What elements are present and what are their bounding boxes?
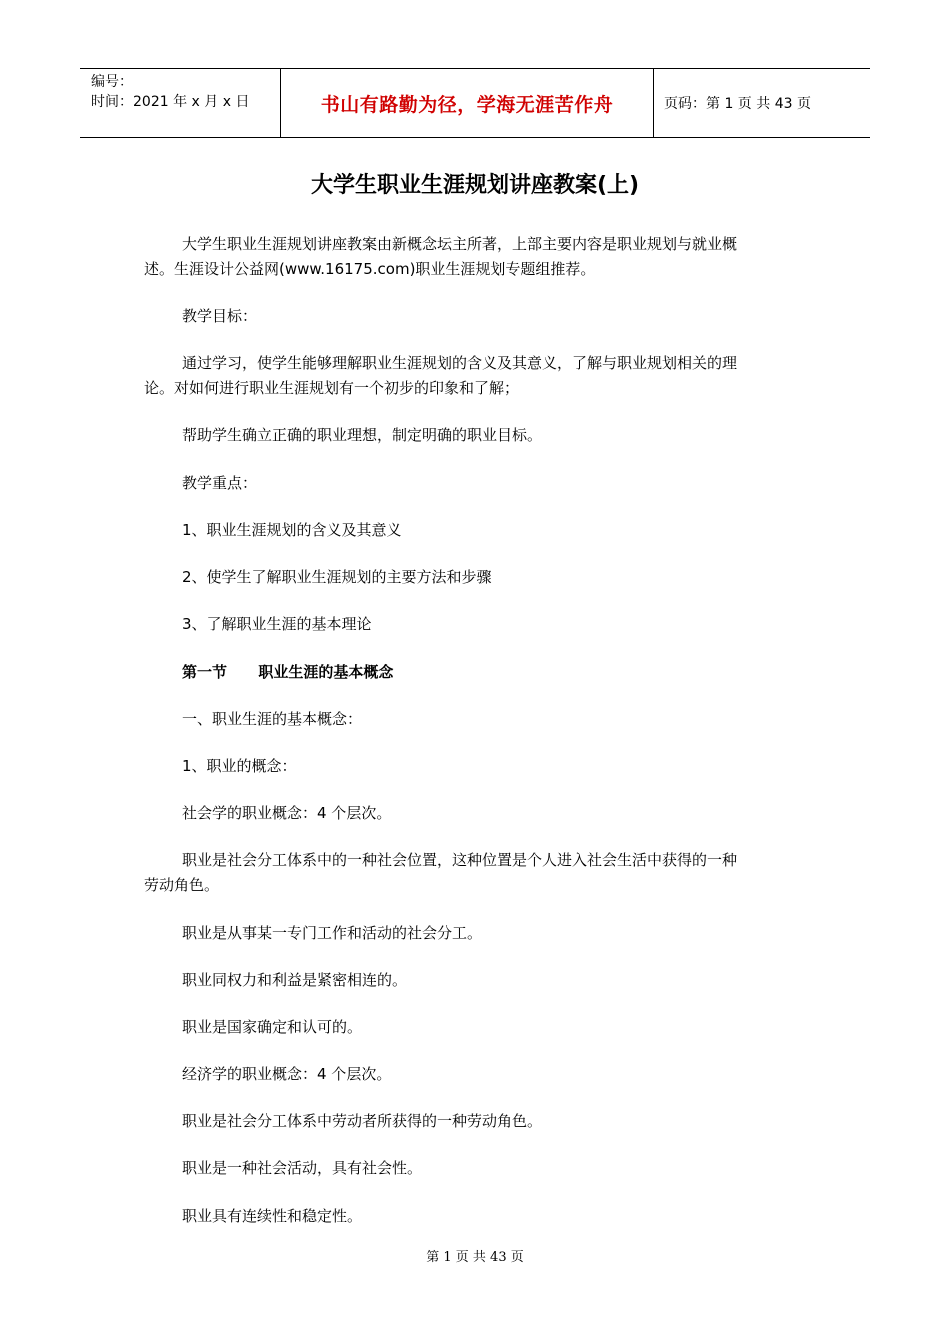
page-header [80,68,870,138]
economics-heading: 经济学的职业概念：4 个层次。 [182,1065,392,1083]
economics-item-2: 职业是一种社会活动，具有社会性。 [182,1159,423,1177]
goal-heading: 教学目标： [182,307,258,325]
header-page-info-cell [654,69,870,137]
focus-item-3: 3、了解职业生涯的基本理论 [182,615,372,633]
intro-line-1: 大学生职业生涯规划讲座教案由新概念坛主所著，上部主要内容是职业规划与就业概 [182,235,738,253]
header-motto-cell [281,69,654,137]
number-label: 编号： [91,74,133,90]
goal-1-line-1: 通过学习，使学生能够理解职业生涯规划的含义及其意义，了解与职业规划相关的理 [182,354,738,372]
sociology-item-3: 职业是国家确定和认可的。 [182,1018,363,1036]
motto: 书山有路勤为径，学海无涯苦作舟 [320,93,614,116]
sub-sub-heading: 1、职业的概念： [182,757,297,775]
economics-item-3: 职业具有连续性和稳定性。 [182,1207,363,1225]
sociology-heading: 社会学的职业概念：4 个层次。 [182,804,392,822]
sociology-p1-line-2: 劳动角色。 [144,876,220,894]
focus-heading: 教学重点： [182,474,258,492]
focus-item-2: 2、使学生了解职业生涯规划的主要方法和步骤 [182,568,492,586]
intro-line-2: 述。生涯设计公益网(www.16175.com)职业生涯规划专题组推荐。 [144,260,596,278]
sociology-item-2: 职业同权力和利益是紧密相连的。 [182,971,408,989]
sociology-p1-line-1: 职业是社会分工体系中的一种社会位置，这种位置是个人进入社会生活中获得的一种 [182,851,738,869]
goal-2: 帮助学生确立正确的职业理想，制定明确的职业目标。 [182,426,543,444]
document-title: 大学生职业生涯规划讲座教案(上) [310,173,640,198]
focus-item-1: 1、职业生涯规划的含义及其意义 [182,521,402,539]
sociology-item-1: 职业是从事某一专门工作和活动的社会分工。 [182,924,483,942]
page-footer: 第 1 页 共 43 页 [426,1250,524,1265]
header-meta [80,69,281,137]
sub-heading: 一、职业生涯的基本概念： [182,710,363,728]
time-label: 时间：2021 年 x 月 x 日 [91,94,250,110]
economics-item-1: 职业是社会分工体系中劳动者所获得的一种劳动角色。 [182,1112,543,1130]
section-heading: 第一节 职业生涯的基本概念 [182,663,394,681]
goal-1-line-2: 论。对如何进行职业生涯规划有一个初步的印象和了解； [144,379,520,397]
page-info: 页码：第 1 页 共 43 页 [664,96,811,112]
